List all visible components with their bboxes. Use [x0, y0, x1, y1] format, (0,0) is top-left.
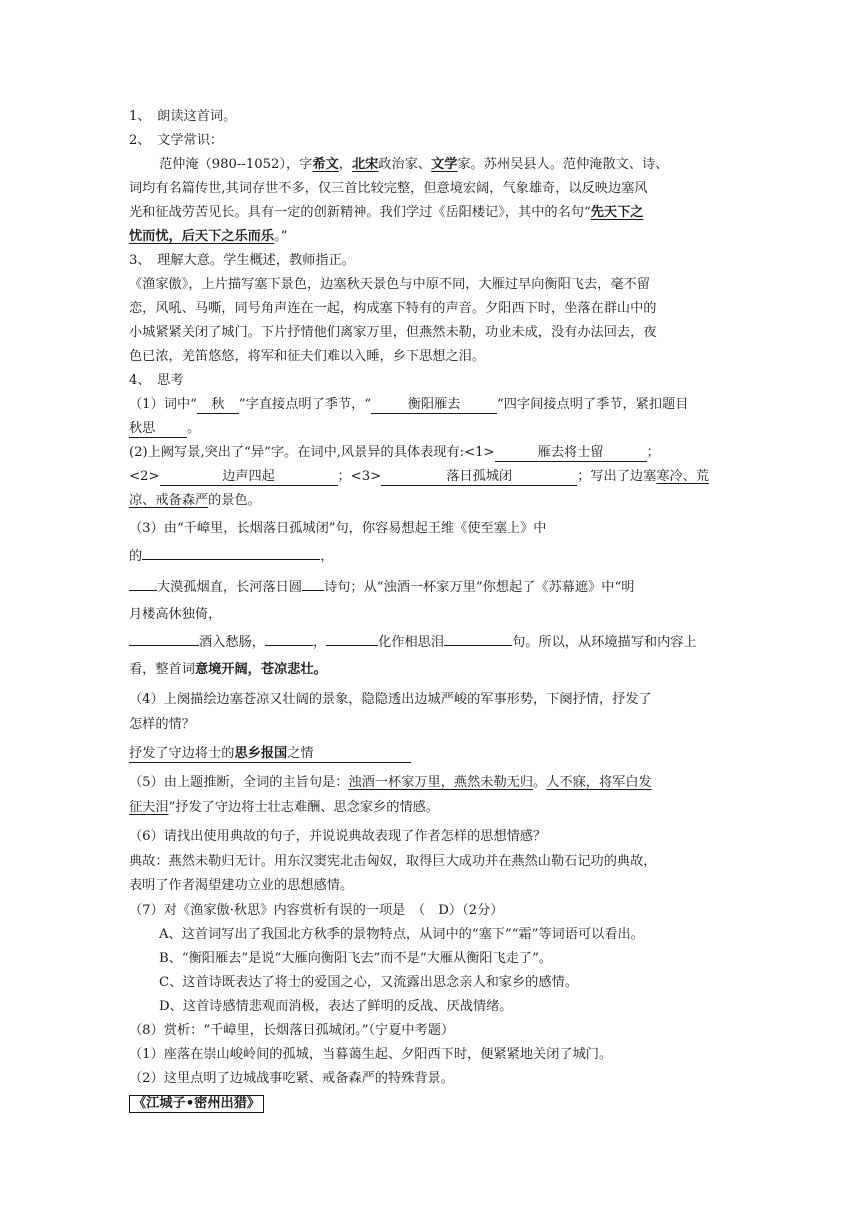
q8-answer-2: （2）这里点明了边城战事吃紧、戒备森严的特殊背景。	[129, 1071, 454, 1086]
q2-line-3: 凉、戒备森严的景色。	[129, 493, 261, 508]
q7-stem: （7）对《渔家傲·秋思》内容赏析有误的一项是 （ D）（2分）	[129, 903, 504, 918]
q2-line-1: (2)上阙写景,突出了“异”字。在词中,风景异的具体表现有:<1> 雁去将士留 ；	[129, 445, 660, 460]
item-2: 2、 文学常识：	[129, 133, 224, 148]
q3-line-5: 酒入愁肠， ， 化作相思泪 句。所以，从环境描写和内容上	[129, 633, 697, 653]
q6-line-1: （6）请找出使用典故的句子，并说说典故表现了作者怎样的思想情感？	[129, 829, 547, 844]
summary-line-1: 《渔家傲》，上片描写塞下景色，边塞秋天景色与中原不同，大雁过早向衡阳飞去，毫不留	[129, 277, 650, 292]
next-poem-title: 《江城子•密州出猎》	[129, 1094, 264, 1114]
q5-line-2: 征夫泪”抒发了守边将士壮志难酬、思念家乡的情感。	[129, 800, 440, 815]
q5-line-1: （5）由上题推断，全词的主旨句是：浊酒一杯家万里，燕然未勒无归。人不寐，将军白发	[129, 775, 652, 790]
bio-line-3: 光和征战劳苦见长。具有一定的创新精神。我们学过《岳阳楼记》，其中的名句“先天下之	[129, 205, 644, 220]
q1-line-2: 秋思 。	[129, 421, 201, 436]
q7-option-d: D、这首诗感情悲观而消极，表达了鲜明的反战、厌战情绪。	[159, 999, 513, 1014]
q7-option-b: B、“衡阳雁去”是说“大雁向衡阳飞去”而不是“大雁从衡阳飞走了”。	[159, 951, 553, 966]
bio-line-2: 词均有名篇传世,其词存世不多，仅三首比较完整，但意境宏阔，气象雄奇，以反映边塞风	[129, 181, 648, 196]
q3-line-3: 大漠孤烟直，长河落日圆 诗句；从“浊酒一杯家万里”你想起了《苏幕遮》中“明	[129, 578, 634, 598]
q4-line-1: （4）上阕描绘边塞苍凉又壮阔的景象，隐隐透出边城严峻的军事形势，下阕抒情，抒发了	[129, 692, 652, 707]
summary-line-2: 恋，风吼、马嘶，同号角声连在一起，构成塞下特有的声音。夕阳西下时，坐落在群山中的	[129, 301, 657, 316]
bio-line-1: 范仲淹（980--1052），字希文，北宋政治家、文学家。苏州吴县人。范仲淹散文、诗、	[159, 157, 669, 172]
q4-answer: 抒发了守边将士的思乡报国之情	[129, 744, 411, 764]
bio-line-4: 忧而忧，后天下之乐而乐。”	[129, 229, 288, 244]
q3-line-6: 看，整首词意境开阔，苍凉悲壮。	[129, 662, 327, 677]
q6-line-3: 表明了作者渴望建功立业的思想感情。	[129, 878, 354, 893]
item-3: 3、 理解大意。学生概述，教师指正。	[129, 253, 355, 268]
q8-stem: （8）赏析：“千嶂里，长烟落日孤城闭。”（宁夏中考题）	[129, 1023, 455, 1038]
q3-line-1: （3）由“千嶂里，长烟落日孤城闭”句，你容易想起王维《使至塞上》中	[129, 521, 547, 536]
q3-line-4: 月楼高休独倚，	[129, 607, 222, 622]
summary-line-3: 小城紧紧关闭了城门。下片抒情他们离家万里，但燕然未勒，功业未成，没有办法回去，夜	[129, 325, 657, 340]
item-4: 4、 思考	[129, 373, 184, 388]
q2-line-2: <2> 边声四起 ；<3> 落日孤城闭 ；写出了边塞寒冷、荒	[129, 469, 710, 484]
q3-line-2: 的 ，	[129, 549, 334, 564]
summary-line-4: 色已浓，羌笛悠悠，将军和征夫们难以入睡，乡下思想之泪。	[129, 349, 486, 364]
item-1: 1、 朗读这首词。	[129, 109, 237, 124]
q4-line-2: 怎样的情？	[129, 717, 195, 732]
q7-option-c: C、这首诗既表达了将士的爱国之心，又流露出思念亲人和家乡的感情。	[159, 975, 578, 990]
q8-answer-1: （1）座落在崇山峻岭间的孤城，当暮蔼生起、夕阳西下时，便紧紧地关闭了城门。	[129, 1047, 613, 1062]
q1-line-1: （1）词中“ 秋 ”字直接点明了季节，“ 衡阳雁去 ”四字间接点明了季节，紧扣题目	[129, 397, 689, 412]
q6-line-2: 典故：燕然未勒归无计。用东汉窦宪北击匈奴，取得巨大成功并在燕然山勒石记功的典故，	[129, 854, 657, 869]
q7-option-a: A、这首词写出了我国北方秋季的景物特点，从词中的“塞下”“霜”等词语可以看出。	[159, 927, 644, 942]
